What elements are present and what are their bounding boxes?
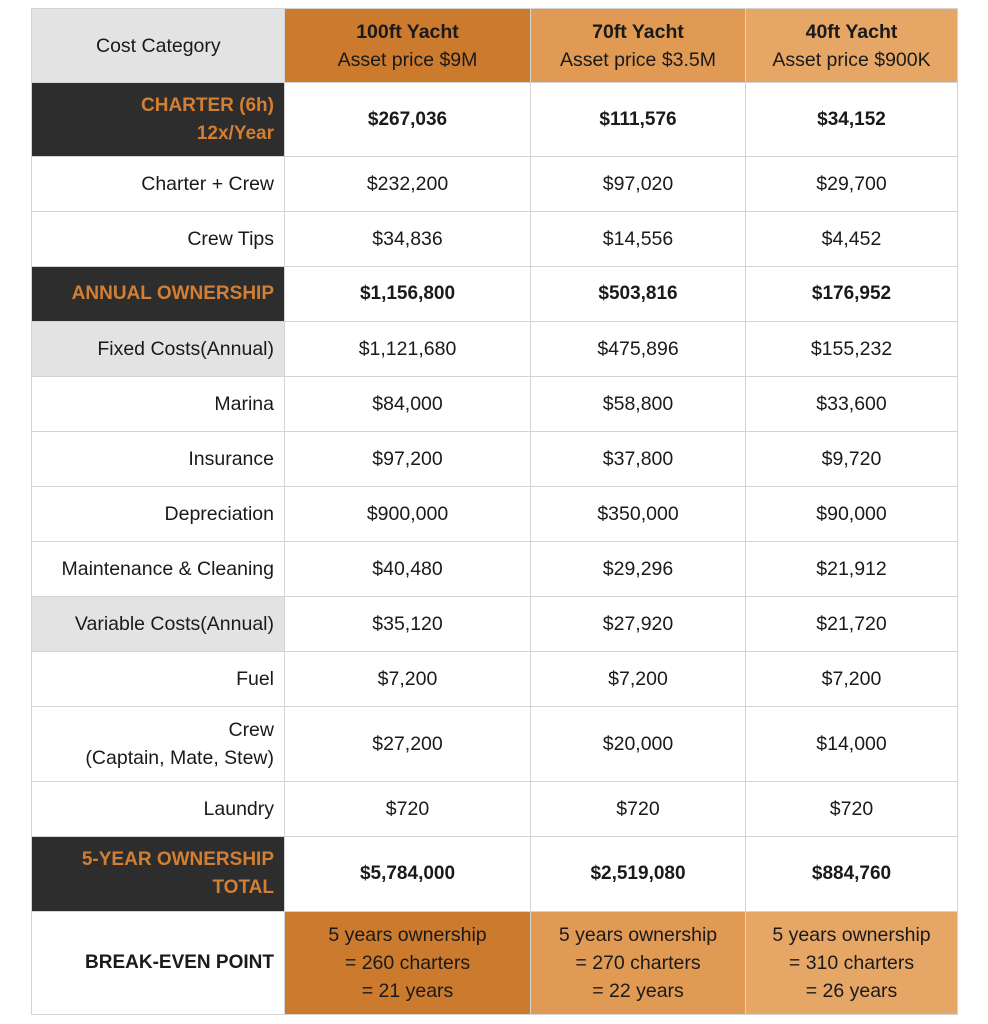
fixed-costs-row <box>32 322 958 377</box>
laundry-label: Laundry <box>32 782 285 837</box>
insurance-row <box>32 432 958 487</box>
annual-ownership-70: $503,816 <box>531 267 746 322</box>
variable-costs-40: $21,720 <box>746 597 958 652</box>
yacht-40-name: 40ft Yacht <box>805 20 898 43</box>
charter-100: $267,036 <box>285 83 531 157</box>
marina-100: $84,000 <box>285 377 531 432</box>
yacht-40-price: Asset price $900K <box>772 48 931 71</box>
crew-tips-70: $14,556 <box>531 212 746 267</box>
depreciation-40: $90,000 <box>746 487 958 542</box>
fuel-70: $7,200 <box>531 652 746 707</box>
laundry-40: $720 <box>746 782 958 837</box>
marina-label: Marina <box>32 377 285 432</box>
insurance-label: Insurance <box>32 432 285 487</box>
header-row <box>32 9 958 83</box>
crew-tips-label: Crew Tips <box>32 212 285 267</box>
fuel-100: $7,200 <box>285 652 531 707</box>
yacht-70-name: 70ft Yacht <box>592 20 684 43</box>
break-even-100-line3: = 21 years <box>361 980 454 1002</box>
fuel-40: $7,200 <box>746 652 958 707</box>
fixed-costs-70: $475,896 <box>531 322 746 377</box>
depreciation-label: Depreciation <box>32 487 285 542</box>
break-even-70-line3: = 22 years <box>592 980 684 1002</box>
yacht-70-header <box>531 9 746 83</box>
break-even-40-line2: = 310 charters <box>788 952 915 974</box>
depreciation-70: $350,000 <box>531 487 746 542</box>
break-even-40-line3: = 26 years <box>805 980 898 1002</box>
crew-label-line1: Crew <box>228 719 274 741</box>
depreciation-100: $900,000 <box>285 487 531 542</box>
break-even-row <box>32 912 958 1015</box>
insurance-40: $9,720 <box>746 432 958 487</box>
fuel-row <box>32 652 958 707</box>
yacht-cost-table <box>31 8 958 1015</box>
crew-label <box>32 707 285 782</box>
cost-category-header: Cost Category <box>32 9 285 83</box>
charter-crew-row <box>32 157 958 212</box>
five-year-total-100: $5,784,000 <box>285 837 531 912</box>
charter-40: $34,152 <box>746 83 958 157</box>
break-even-100-line2: = 260 charters <box>344 952 471 974</box>
maintenance-label: Maintenance & Cleaning <box>32 542 285 597</box>
annual-ownership-label: ANNUAL OWNERSHIP <box>32 267 285 322</box>
break-even-70-line2: = 270 charters <box>575 952 701 974</box>
annual-ownership-100: $1,156,800 <box>285 267 531 322</box>
variable-costs-label: Variable Costs(Annual) <box>32 597 285 652</box>
fixed-costs-label: Fixed Costs(Annual) <box>32 322 285 377</box>
yacht-100-name: 100ft Yacht <box>356 20 459 43</box>
marina-row <box>32 377 958 432</box>
maintenance-40: $21,912 <box>746 542 958 597</box>
break-even-40-line1: 5 years ownership <box>772 924 931 946</box>
break-even-label: BREAK-EVEN POINT <box>32 912 285 1015</box>
depreciation-row <box>32 487 958 542</box>
charter-crew-40: $29,700 <box>746 157 958 212</box>
yacht-70-price: Asset price $3.5M <box>559 48 717 71</box>
crew-tips-row <box>32 212 958 267</box>
laundry-100: $720 <box>285 782 531 837</box>
marina-40: $33,600 <box>746 377 958 432</box>
charter-label-line1: CHARTER (6h) <box>141 94 274 116</box>
maintenance-70: $29,296 <box>531 542 746 597</box>
maintenance-100: $40,480 <box>285 542 531 597</box>
annual-ownership-40: $176,952 <box>746 267 958 322</box>
yacht-100-header <box>285 9 531 83</box>
charter-label <box>32 83 285 157</box>
crew-tips-40: $4,452 <box>746 212 958 267</box>
five-year-total-label-line1: 5-YEAR OWNERSHIP <box>81 849 274 870</box>
crew-label-line2: (Captain, Mate, Stew) <box>85 747 274 769</box>
fixed-costs-40: $155,232 <box>746 322 958 377</box>
fuel-label: Fuel <box>32 652 285 707</box>
laundry-70: $720 <box>531 782 746 837</box>
insurance-70: $37,800 <box>531 432 746 487</box>
break-even-100 <box>285 912 531 1015</box>
charter-row <box>32 83 958 157</box>
crew-40: $14,000 <box>746 707 958 782</box>
crew-100: $27,200 <box>285 707 531 782</box>
charter-crew-label: Charter + Crew <box>32 157 285 212</box>
five-year-total-label <box>32 837 285 912</box>
variable-costs-row <box>32 597 958 652</box>
five-year-total-40: $884,760 <box>746 837 958 912</box>
yacht-40-header <box>746 9 958 83</box>
annual-ownership-row <box>32 267 958 322</box>
insurance-100: $97,200 <box>285 432 531 487</box>
five-year-total-70: $2,519,080 <box>531 837 746 912</box>
variable-costs-70: $27,920 <box>531 597 746 652</box>
charter-crew-70: $97,020 <box>531 157 746 212</box>
yacht-100-price: Asset price $9M <box>337 48 478 71</box>
break-even-40 <box>746 912 958 1015</box>
crew-tips-100: $34,836 <box>285 212 531 267</box>
break-even-70-line1: 5 years ownership <box>558 924 718 946</box>
variable-costs-100: $35,120 <box>285 597 531 652</box>
fixed-costs-100: $1,121,680 <box>285 322 531 377</box>
break-even-70 <box>531 912 746 1015</box>
marina-70: $58,800 <box>531 377 746 432</box>
charter-crew-100: $232,200 <box>285 157 531 212</box>
crew-row <box>32 707 958 782</box>
five-year-total-label-line2: TOTAL <box>212 877 274 898</box>
break-even-100-line1: 5 years ownership <box>328 924 487 946</box>
charter-70: $111,576 <box>531 83 746 157</box>
crew-70: $20,000 <box>531 707 746 782</box>
laundry-row <box>32 782 958 837</box>
charter-label-line2: 12x/Year <box>196 122 274 144</box>
maintenance-row <box>32 542 958 597</box>
five-year-total-row <box>32 837 958 912</box>
